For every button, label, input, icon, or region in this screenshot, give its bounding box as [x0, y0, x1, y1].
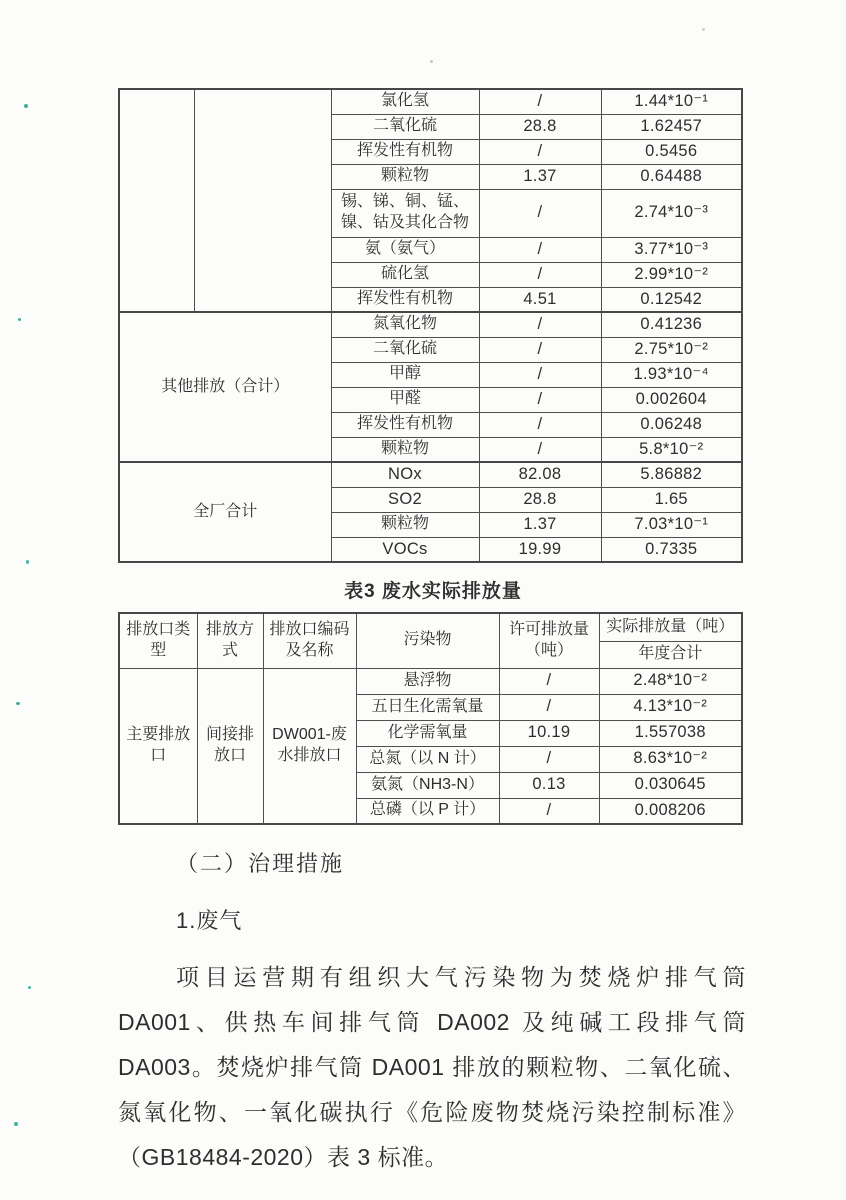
permitted-cell: /	[479, 89, 601, 114]
header-permitted: 许可排放量（吨）	[499, 613, 599, 668]
permitted-cell: /	[479, 312, 601, 337]
outlet-code-cell: DW001-废水排放口	[263, 668, 356, 824]
pollutant-cell: 氨（氨气）	[331, 237, 479, 262]
actual-cell: 7.03*10⁻¹	[601, 512, 742, 537]
pollutant-cell: 悬浮物	[356, 668, 499, 694]
actual-cell: 4.13*10⁻²	[599, 694, 742, 720]
pollutant-cell: 总磷（以 P 计）	[356, 798, 499, 824]
pollutant-cell: 甲醛	[331, 387, 479, 412]
plant-total-label-cell: 全厂合计	[119, 462, 331, 562]
actual-cell: 0.030645	[599, 772, 742, 798]
body-paragraph: 项目运营期有组织大气污染物为焚烧炉排气筒 DA001、供热车间排气筒 DA002 及纯碱工段排气筒 DA003。焚烧炉排气筒 DA001 排放的颗粒物、二氧化硫、氮氧化物、一氧化碳执行《危险废物焚烧污染控制标准》（GB18484-2020）表 3 标准。	[118, 964, 746, 1170]
header-discharge-mode: 排放方式	[197, 613, 263, 668]
continued-empty-cell-right	[194, 89, 331, 312]
permitted-cell: /	[479, 337, 601, 362]
pollutant-cell: 二氧化硫	[331, 337, 479, 362]
actual-cell: 0.64488	[601, 164, 742, 189]
actual-cell: 2.75*10⁻²	[601, 337, 742, 362]
actual-cell: 3.77*10⁻³	[601, 237, 742, 262]
scan-speckle	[18, 318, 21, 321]
section-heading: （二）治理措施	[176, 851, 345, 876]
actual-cell: 1.44*10⁻¹	[601, 89, 742, 114]
permitted-cell: /	[479, 189, 601, 237]
actual-cell: 2.99*10⁻²	[601, 262, 742, 287]
pollutant-cell: 氯化氢	[331, 89, 479, 114]
pollutant-cell: VOCs	[331, 537, 479, 562]
pollutant-cell: 颗粒物	[331, 437, 479, 462]
permitted-cell: /	[479, 139, 601, 164]
permitted-cell: 1.37	[479, 164, 601, 189]
permitted-cell: 82.08	[479, 462, 601, 487]
pollutant-cell: 氨氮（NH3-N）	[356, 772, 499, 798]
scan-speckle	[26, 560, 29, 564]
table-row	[119, 89, 742, 114]
pollutant-cell: 二氧化硫	[331, 114, 479, 139]
pollutant-cell: 氮氧化物	[331, 312, 479, 337]
pollutant-cell: 化学需氧量	[356, 720, 499, 746]
permitted-cell: /	[479, 362, 601, 387]
actual-cell: 5.86882	[601, 462, 742, 487]
pollutant-cell: 总氮（以 N 计）	[356, 746, 499, 772]
scan-speckle	[28, 986, 31, 989]
pollutant-cell: NOx	[331, 462, 479, 487]
actual-cell: 1.62457	[601, 114, 742, 139]
permitted-cell: 1.37	[479, 512, 601, 537]
header-outlet-code: 排放口编码及名称	[263, 613, 356, 668]
permitted-cell: /	[479, 237, 601, 262]
scan-speckle	[14, 1122, 18, 1126]
header-pollutant: 污染物	[356, 613, 499, 668]
pollutant-cell: 挥发性有机物	[331, 139, 479, 164]
actual-cell: 8.63*10⁻²	[599, 746, 742, 772]
other-emissions-label-cell: 其他排放（合计）	[119, 312, 331, 462]
header-annual-total: 年度合计	[599, 641, 742, 668]
actual-cell: 0.06248	[601, 412, 742, 437]
permitted-cell: 10.19	[499, 720, 599, 746]
actual-cell: 2.74*10⁻³	[601, 189, 742, 237]
pollutant-cell: 五日生化需氧量	[356, 694, 499, 720]
pollutant-cell: 甲醇	[331, 362, 479, 387]
actual-cell: 1.93*10⁻⁴	[601, 362, 742, 387]
actual-cell: 0.5456	[601, 139, 742, 164]
pollutant-cell: 锡、锑、铜、锰、镍、钴及其化合物	[331, 189, 479, 237]
page-content	[118, 88, 748, 1180]
pollutant-cell: 颗粒物	[331, 512, 479, 537]
permitted-cell: /	[499, 746, 599, 772]
permitted-cell: /	[499, 798, 599, 824]
outlet-type-cell: 主要排放口	[119, 668, 197, 824]
discharge-mode-cell: 间接排放口	[197, 668, 263, 824]
water-table-title: 表3 废水实际排放量	[344, 581, 522, 602]
actual-cell: 2.48*10⁻²	[599, 668, 742, 694]
permitted-cell: /	[479, 412, 601, 437]
scan-speckle	[702, 28, 705, 31]
scan-speckle	[16, 702, 20, 705]
header-outlet-type: 排放口类型	[119, 613, 197, 668]
actual-cell: 0.008206	[599, 798, 742, 824]
actual-cell: 0.12542	[601, 287, 742, 312]
pollutant-cell: 颗粒物	[331, 164, 479, 189]
actual-cell: 1.557038	[599, 720, 742, 746]
permitted-cell: /	[499, 694, 599, 720]
continued-empty-cell-left	[119, 89, 194, 312]
actual-cell: 5.8*10⁻²	[601, 437, 742, 462]
scan-speckle	[24, 104, 28, 108]
permitted-cell: 28.8	[479, 487, 601, 512]
permitted-cell: /	[479, 387, 601, 412]
permitted-cell: 4.51	[479, 287, 601, 312]
permitted-cell: /	[479, 437, 601, 462]
table-row	[119, 462, 742, 487]
pollutant-cell: 挥发性有机物	[331, 287, 479, 312]
permitted-cell: 19.99	[479, 537, 601, 562]
actual-cell: 0.7335	[601, 537, 742, 562]
pollutant-cell: SO2	[331, 487, 479, 512]
actual-cell: 0.41236	[601, 312, 742, 337]
table-row	[119, 312, 742, 337]
actual-cell: 1.65	[601, 487, 742, 512]
permitted-cell: /	[479, 262, 601, 287]
actual-cell: 0.002604	[601, 387, 742, 412]
pollutant-cell: 挥发性有机物	[331, 412, 479, 437]
pollutant-cell: 硫化氢	[331, 262, 479, 287]
table-row	[119, 668, 742, 694]
permitted-cell: /	[499, 668, 599, 694]
sub-heading: 1.废气	[176, 908, 243, 933]
air-emissions-table	[118, 88, 743, 563]
table-header-row	[119, 613, 742, 641]
permitted-cell: 28.8	[479, 114, 601, 139]
permitted-cell: 0.13	[499, 772, 599, 798]
wastewater-table	[118, 612, 743, 825]
scan-speckle	[430, 60, 433, 63]
header-actual: 实际排放量（吨）	[599, 613, 742, 641]
